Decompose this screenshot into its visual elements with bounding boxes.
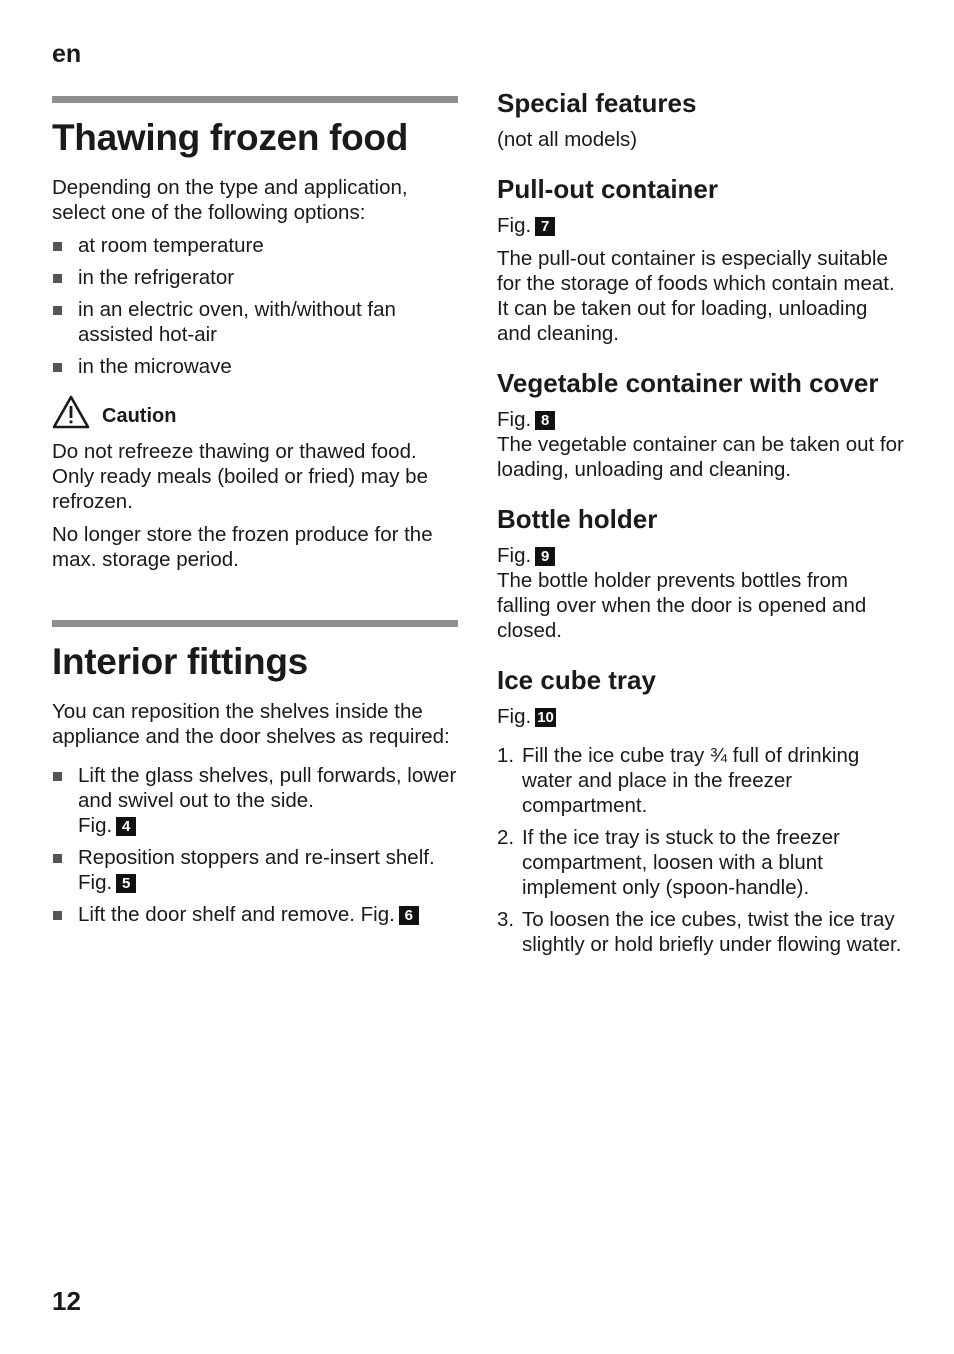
list-item: Reposition stoppers and re-insert shelf. Fig. 5 [52,845,458,895]
section-rule [52,620,458,627]
bullet-icon [53,274,62,283]
pullout-title: Pull-out container [497,174,718,204]
bullet-icon [53,242,62,251]
figure-ref: 4 [116,817,136,836]
warning-triangle-icon [52,395,90,429]
pullout-section [497,174,907,346]
bullet-icon [53,911,62,920]
vegetable-section [497,368,907,482]
bottle-title: Bottle holder [497,504,658,534]
list-item: in the refrigerator [52,265,458,290]
figure-ref: 9 [535,547,555,566]
bottle-text: The bottle holder prevents bottles from falling over when the door is opened and closed. [497,569,867,642]
figure-line: Fig. 7 [497,213,907,238]
list-item: in an electric oven, with/without fan assisted hot-air [52,297,458,347]
list-item: 1. Fill the ice cube tray ¾ full of drinking water and place in the freezer compartment. [497,744,860,817]
figure-line: Fig. 9 [497,543,907,568]
figure-ref: 6 [399,906,419,925]
list-item: Lift the door shelf and remove. Fig. 6 [52,902,458,927]
list-item: 3. To loosen the ice cubes, twist the ice tray slightly or hold briefly under flowing water. [497,908,902,956]
caution-text: Do not refreeze thawing or thawed food. Only ready meals (boiled or fried) may be refrozen. [52,440,428,513]
list-item: Lift the glass shelves, pull forwards, lower and swivel out to the side. Fig. 4 [52,763,458,838]
special-features-subtitle: (not all models) [497,128,638,151]
list-item: 2. If the ice tray is stuck to the freezer compartment, loosen with a blunt implement only (spoon-handle). [497,826,840,899]
thawing-options-list [52,233,458,379]
figure-ref: 5 [116,874,136,893]
interior-steps-list [52,763,458,927]
bullet-icon [53,363,62,372]
vegetable-text: The vegetable container can be taken out for loading, unloading and cleaning. [497,433,904,481]
icecube-title: Ice cube tray [497,665,656,695]
caution-heading [52,395,458,429]
special-features-title: Special features [497,88,697,118]
vegetable-title: Vegetable container with cover [497,368,879,398]
bullet-icon [53,306,62,315]
page-number: 12 [52,1286,81,1316]
right-column [497,88,907,979]
thawing-title: Thawing frozen food [52,117,409,158]
section-rule [52,96,458,103]
language-label: en [52,40,82,68]
storage-note: No longer store the frozen produce for the max. storage period. [52,523,433,571]
interior-title: Interior fittings [52,641,308,682]
figure-ref: 8 [535,411,555,430]
figure-ref: 7 [535,217,555,236]
figure-line: Fig. 10 [497,705,554,728]
figure-ref: 10 [537,709,554,726]
bullet-icon [53,854,62,863]
icecube-section [497,665,907,957]
icecube-steps-list [497,743,907,957]
caution-label: Caution [102,404,177,427]
figure-line: Fig. 8 [497,407,907,432]
bullet-icon [53,772,62,781]
bottle-section [497,504,907,643]
interior-intro: You can reposition the shelves inside the appliance and the door shelves as required: [52,700,450,748]
left-column [52,96,458,935]
list-item: in the microwave [52,354,458,379]
list-item: at room temperature [52,233,458,258]
thawing-intro: Depending on the type and application, select one of the following options: [52,176,408,224]
pullout-text: The pull-out container is especially suitable for the storage of foods which contain meat. It can be taken out for loading, unloading and cleaning. [497,247,895,345]
special-features-section [497,88,907,152]
